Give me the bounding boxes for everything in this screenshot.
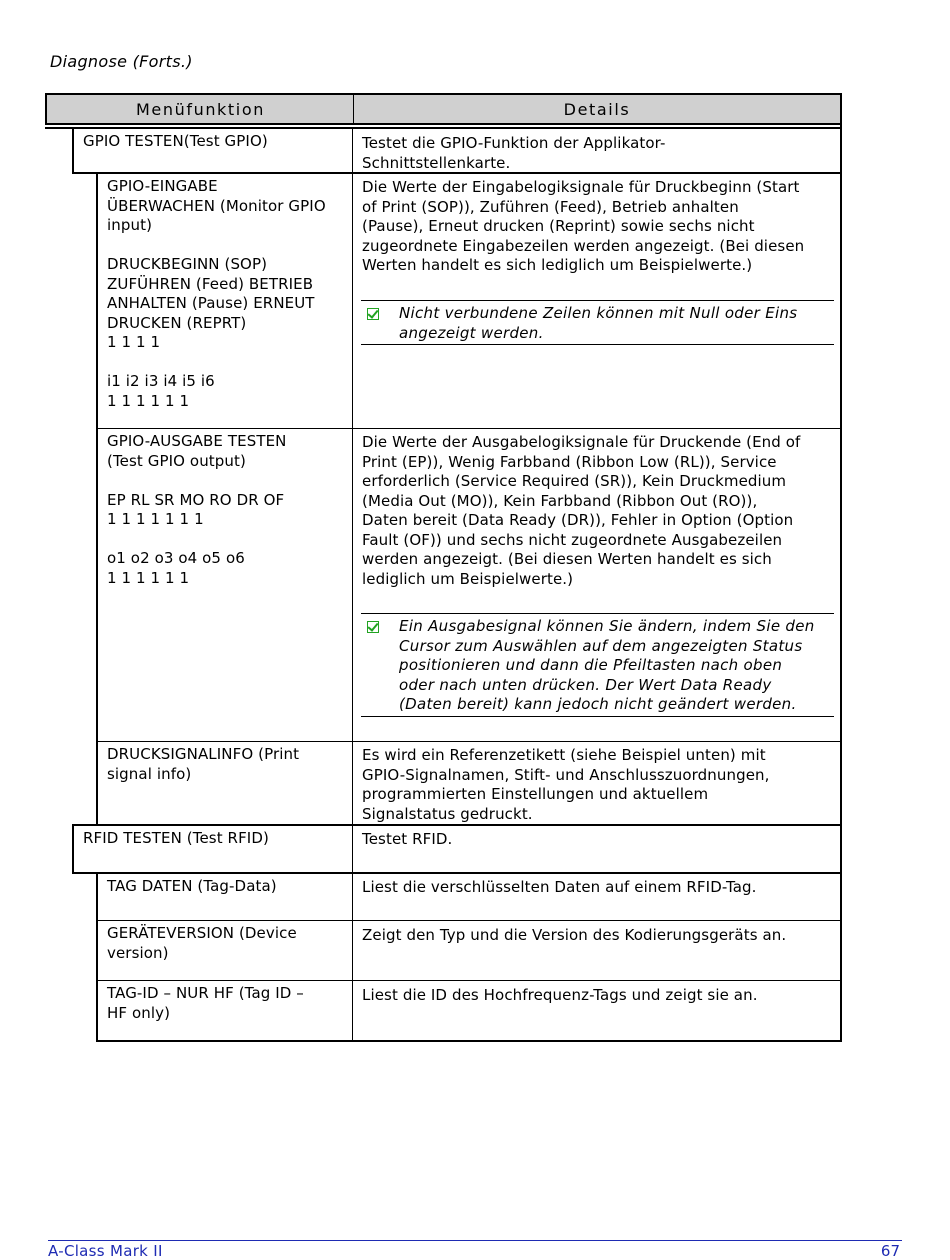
rfid-test-menu: RFID TESTEN (Test RFID) — [83, 829, 269, 847]
gpio-input-note — [361, 300, 834, 345]
gpio-output-details: Die Werte der Ausgabelogiksignale für Druckende (End of Print (EP)), Wenig Farbband (Ribbon Low (RL)), Service erforderlich (Service Required (SR)), Kein Druckmedium (Media Out (MO)), Kein Farbband (Ribbon Out (RO)), Daten bereit (Data Ready (DR)), Fehler in Option (Option Fault (OF)) und sechs nicht zugeordnete Ausgabezeilen werden angezeigt. (Bei diesen Werten handelt es sich lediglich um Beispielwerte.) — [362, 433, 801, 588]
gpio-output-note — [361, 613, 834, 717]
tag-id-details: Liest die ID des Hochfrequenz-Tags und zeigt sie an. — [362, 986, 758, 1004]
tag-data-details: Liest die verschlüsselten Daten auf einem RFID-Tag. — [362, 878, 757, 896]
gpio-input-note-text: Nicht verbundene Zeilen können mit Null oder Eins angezeigt werden. — [399, 304, 798, 342]
column-header-menu — [45, 93, 355, 125]
tag-data-menu: TAG DATEN (Tag-Data) — [107, 877, 277, 895]
rfid-test-details: Testet RFID. — [362, 830, 453, 848]
gpio-test-menu: GPIO TESTEN(Test GPIO) — [83, 132, 268, 150]
note-check-icon — [367, 308, 379, 320]
gpio-output-note-text: Ein Ausgabesignal können Sie ändern, indem Sie den Cursor zum Auswählen auf dem angezeigten Status positionieren und dann die Pfeiltasten nach oben oder nach unten drücken. Der Wert Data Ready (Daten bereit) kann jedoch nicht geändert werden. — [399, 617, 815, 713]
device-version-menu: GERÄTEVERSION (Device version) — [107, 924, 297, 962]
note-check-icon — [367, 621, 379, 633]
print-signal-menu: DRUCKSIGNALINFO (Print signal info) — [107, 745, 300, 783]
footer-rule — [48, 1240, 902, 1241]
tag-id-menu: TAG-ID – NUR HF (Tag ID – HF only) — [107, 984, 304, 1022]
footer-product: A-Class Mark II — [48, 1242, 163, 1260]
gpio-output-menu: GPIO-AUSGABE TESTEN (Test GPIO output) EP RL SR MO RO DR OF 1 1 1 1 1 1 1 o1 o2 o3 o4 o5 o6 1 1 1 1 1 1 — [107, 432, 287, 587]
gpio-test-details: Testet die GPIO-Funktion der Applikator- Schnittstellenkarte. — [362, 134, 666, 172]
print-signal-details: Es wird ein Referenzetikett (siehe Beispiel unten) mit GPIO-Signalnamen, Stift- und Anschlusszuordnungen, programmierten Einstellungen und aktuellem Signalstatus gedruckt. — [362, 746, 770, 823]
page-heading: Diagnose (Forts.) — [50, 52, 193, 71]
gpio-input-details: Die Werte der Eingabelogiksignale für Druckbeginn (Start of Print (SOP)), Zuführen (Feed), Betrieb anhalten (Pause), Erneut drucken (Reprint) sowie sechs nicht zugeordnete Eingabezeilen werden angezeigt. (Bei diesen Werten handelt es sich lediglich um Beispielwerte.) — [362, 178, 805, 274]
device-version-details: Zeigt den Typ und die Version des Kodierungsgeräts an. — [362, 926, 787, 944]
column-header-details — [353, 93, 842, 125]
footer-page-number: 67 — [880, 1242, 900, 1260]
column-header-details-label: Details — [563, 99, 631, 119]
table-bottom-border — [96, 1040, 842, 1042]
gpio-input-menu: GPIO-EINGABE ÜBERWACHEN (Monitor GPIO input) DRUCKBEGINN (SOP) ZUFÜHREN (Feed) BETRIEB ANHALTEN (Pause) ERNEUT DRUCKEN (REPRT) 1 1 1 1 i1 i2 i3 i4 i5 i6 1 1 1 1 1 1 — [107, 177, 326, 410]
right-border — [840, 93, 842, 1042]
column-header-menu-label: Menüfunktion — [136, 99, 265, 119]
